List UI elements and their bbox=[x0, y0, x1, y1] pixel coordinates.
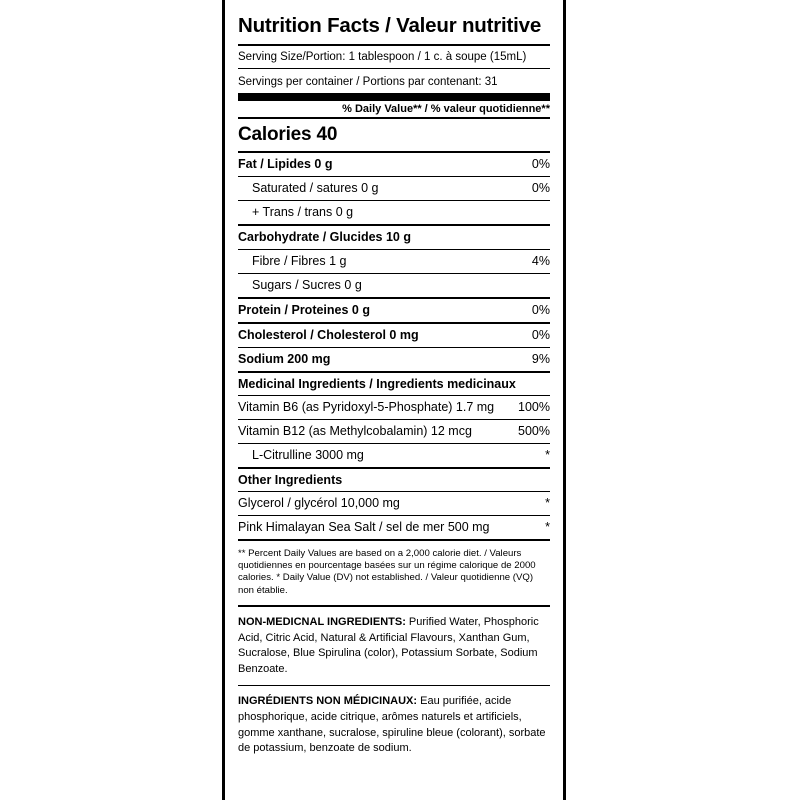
non-medicinal-text-en: Purified Water, Phosphoric Acid, Citric Acid, Natural & Artificial Flavours, Xanthan Gum, Sucralose, Blue Spirulina (color), Potassium Sorbate, Sodium Benzoate. bbox=[238, 615, 539, 675]
nutrient-row bbox=[238, 250, 550, 273]
other-value: * bbox=[545, 519, 550, 534]
serving-info bbox=[238, 46, 550, 93]
other-row bbox=[238, 516, 550, 539]
nutrient-label: + Trans / trans 0 g bbox=[252, 204, 354, 219]
nutrient-row bbox=[238, 153, 550, 176]
nutrient-value: 4% bbox=[531, 253, 550, 268]
medicinal-ingredients-heading: Medicinal Ingredients / Ingredients medicinaux bbox=[238, 376, 516, 391]
divider bbox=[238, 68, 550, 71]
medicinal-label: Vitamin B12 (as Methylcobalamin) 12 mcg bbox=[238, 423, 472, 438]
daily-value-header: % Daily Value** / % valeur quotidienne** bbox=[342, 102, 550, 115]
nutrient-row bbox=[238, 226, 550, 249]
nutrient-value: 0% bbox=[531, 156, 550, 171]
non-medicinal-text-fr: Eau purifiée, acide phosphorique, acide citrique, arômes naturels et artificiels, gomme xanthane, sucralose, spiruline bleue (colorant), sorbate de potassium, benzoate de sodium. bbox=[238, 695, 546, 755]
servings-per-container: Servings per container / Portions par contenant: 31 bbox=[238, 76, 498, 89]
nutrient-label: Cholesterol / Cholesterol 0 mg bbox=[238, 327, 419, 342]
non-medicinal-ingredients-fr bbox=[238, 686, 550, 764]
medicinal-row bbox=[238, 444, 550, 467]
other-value: * bbox=[545, 495, 550, 510]
other-label: Glycerol / glycérol 10,000 mg bbox=[238, 495, 400, 510]
nutrient-row bbox=[238, 324, 550, 347]
medicinal-value: * bbox=[545, 447, 550, 462]
nutrient-label: Saturated / satures 0 g bbox=[252, 180, 379, 195]
nutrient-label: Sugars / Sucres 0 g bbox=[252, 277, 362, 292]
medicinal-label: L-Citrulline 3000 mg bbox=[252, 447, 364, 462]
nutrient-value: 0% bbox=[531, 302, 550, 317]
non-medicinal-ingredients-en bbox=[238, 607, 550, 685]
nutrient-row bbox=[238, 299, 550, 322]
medicinal-row bbox=[238, 420, 550, 443]
nutrient-label: Fibre / Fibres 1 g bbox=[252, 253, 347, 268]
medicinal-value: 500% bbox=[518, 423, 550, 438]
nutrient-row bbox=[238, 274, 550, 297]
nutrient-label: Sodium 200 mg bbox=[238, 351, 331, 366]
nutrition-facts-panel bbox=[222, 0, 566, 800]
nutrient-value: 0% bbox=[531, 180, 550, 195]
nutrient-value: 9% bbox=[531, 351, 550, 366]
other-ingredients-heading: Other Ingredients bbox=[238, 472, 343, 487]
page-title: Nutrition Facts / Valeur nutritive bbox=[238, 14, 542, 37]
nutrient-label: Fat / Lipides 0 g bbox=[238, 156, 333, 171]
nutrient-value: 0% bbox=[531, 327, 550, 342]
medicinal-value: 100% bbox=[518, 399, 550, 414]
serving-size: Serving Size/Portion: 1 tablespoon / 1 c. à soupe (15mL) bbox=[238, 50, 527, 63]
nutrient-row bbox=[238, 201, 550, 224]
divider-thick bbox=[238, 93, 550, 101]
nutrient-label: Protein / Proteines 0 g bbox=[238, 302, 370, 317]
non-medicinal-heading-en: NON-MEDICNAL INGREDIENTS: bbox=[238, 615, 406, 628]
other-row bbox=[238, 492, 550, 515]
daily-value-footnote: ** Percent Daily Values are based on a 2,000 calorie diet. / Valeurs quotidiennes en pourcentage basées sur un régime calorique de 2000 calories. * Daily Value (DV) not established. / Valeur quotidienne (VQ) non établie. bbox=[238, 547, 536, 596]
other-label: Pink Himalayan Sea Salt / sel de mer 500 mg bbox=[238, 519, 490, 534]
nutrient-label: Carbohydrate / Glucides 10 g bbox=[238, 229, 411, 244]
calories-row: Calories 40 bbox=[238, 123, 338, 145]
medicinal-label: Vitamin B6 (as Pyridoxyl-5-Phosphate) 1.7 mg bbox=[238, 399, 495, 414]
non-medicinal-heading-fr: INGRÉDIENTS NON MÉDICINAUX: bbox=[238, 695, 418, 708]
medicinal-row bbox=[238, 396, 550, 419]
nutrient-row bbox=[238, 348, 550, 371]
nutrient-row bbox=[238, 177, 550, 200]
